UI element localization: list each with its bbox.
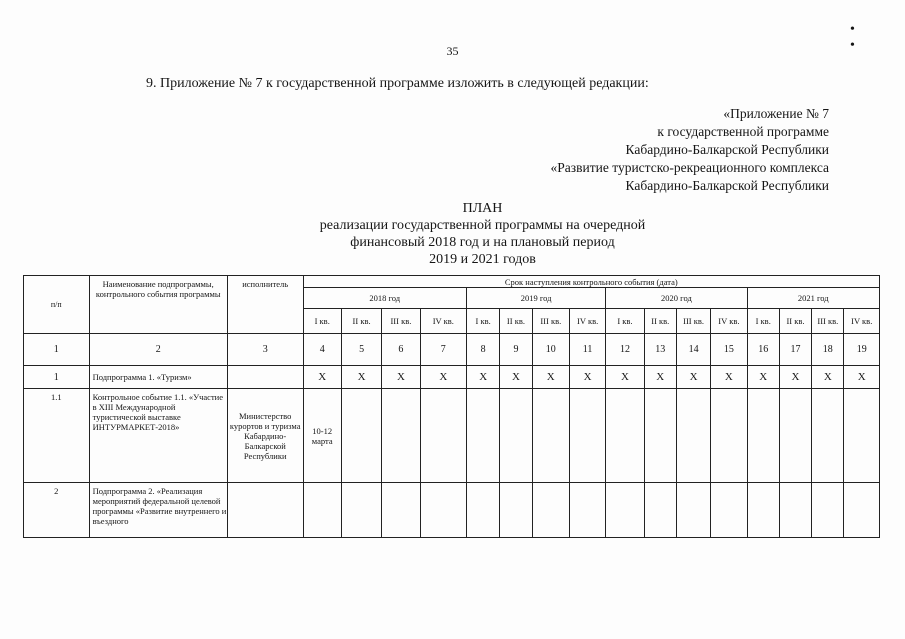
header-quarter: III кв. — [812, 309, 844, 334]
column-number: 18 — [812, 334, 844, 366]
row-cell: Х — [382, 366, 420, 389]
row-cell: Х — [341, 366, 381, 389]
column-number: 17 — [779, 334, 811, 366]
row-cell: 10-12 марта — [303, 389, 341, 483]
row-cell: Х — [779, 366, 811, 389]
corner-marks: • • — [850, 22, 869, 53]
table-row — [24, 389, 880, 483]
row-cell — [341, 389, 381, 483]
column-number: 8 — [467, 334, 500, 366]
row-cell — [779, 483, 811, 538]
row-cell: Х — [569, 366, 605, 389]
header-quarter: III кв. — [532, 309, 569, 334]
header-quarter: IV кв. — [569, 309, 605, 334]
row-cell — [711, 389, 747, 483]
header-quarter: IV кв. — [844, 309, 880, 334]
header-quarter: I кв. — [467, 309, 500, 334]
row-cell: Х — [676, 366, 710, 389]
row-executor — [227, 483, 303, 538]
plan-title-line: реализации государственной программы на очередной — [319, 218, 646, 233]
header-quarter: II кв. — [500, 309, 532, 334]
row-cell — [779, 389, 811, 483]
column-number: 11 — [569, 334, 605, 366]
row-cell — [500, 389, 532, 483]
annex-line: Кабардино-Балкарской Республики — [625, 142, 829, 157]
row-cell — [644, 483, 676, 538]
row-cell — [467, 389, 500, 483]
column-number: 1 — [24, 334, 90, 366]
header-quarter: I кв. — [303, 309, 341, 334]
column-number: 5 — [341, 334, 381, 366]
annex-header — [551, 105, 829, 195]
row-cell — [420, 483, 466, 538]
column-number: 10 — [532, 334, 569, 366]
row-cell: Х — [500, 366, 532, 389]
row-cell: Х — [606, 366, 644, 389]
header-quarter: III кв. — [676, 309, 710, 334]
row-cell — [844, 389, 880, 483]
header-year: 2020 год — [606, 288, 747, 309]
row-cell — [812, 389, 844, 483]
row-cell: Х — [532, 366, 569, 389]
row-cell — [812, 483, 844, 538]
item-9-text: 9. Приложение № 7 к государственной программе изложить в следующей редакции: — [146, 76, 649, 91]
row-cell — [644, 389, 676, 483]
row-number: 1.1 — [24, 389, 90, 483]
column-number: 14 — [676, 334, 710, 366]
column-number: 12 — [606, 334, 644, 366]
row-cell — [382, 483, 420, 538]
column-number: 13 — [644, 334, 676, 366]
header-quarter: II кв. — [779, 309, 811, 334]
row-cell — [606, 483, 644, 538]
column-number: 2 — [89, 334, 227, 366]
row-cell: Х — [303, 366, 341, 389]
row-name: Подпрограмма 2. «Реализация мероприятий федеральной целевой программы «Развитие внутреннего и въездного — [89, 483, 227, 538]
header-deadline: Срок наступления контрольного события (дата) — [303, 276, 879, 288]
header-year: 2018 год — [303, 288, 466, 309]
row-cell — [303, 483, 341, 538]
plan-title-line: 2019 и 2021 годов — [429, 252, 536, 267]
row-cell — [711, 483, 747, 538]
row-cell — [569, 483, 605, 538]
row-cell: Х — [844, 366, 880, 389]
header-quarter: I кв. — [606, 309, 644, 334]
plan-title-line: финансовый 2018 год и на плановый период — [350, 235, 615, 250]
column-number: 9 — [500, 334, 532, 366]
column-number: 19 — [844, 334, 880, 366]
row-cell — [747, 483, 779, 538]
plan-title — [0, 200, 905, 268]
table-row — [24, 483, 880, 538]
row-cell — [676, 389, 710, 483]
row-cell — [500, 483, 532, 538]
column-number: 6 — [382, 334, 420, 366]
table-row — [24, 366, 880, 389]
header-year: 2019 год — [467, 288, 606, 309]
row-cell: Х — [747, 366, 779, 389]
row-cell: Х — [420, 366, 466, 389]
plan-title-line: ПЛАН — [462, 201, 503, 216]
annex-line: Кабардино-Балкарской Республики — [625, 178, 829, 193]
row-cell — [747, 389, 779, 483]
header-year: 2021 год — [747, 288, 879, 309]
header-quarter: IV кв. — [420, 309, 466, 334]
header-quarter: II кв. — [644, 309, 676, 334]
row-name: Подпрограмма 1. «Туризм» — [89, 366, 227, 389]
plan-table — [23, 275, 880, 538]
row-cell: Х — [467, 366, 500, 389]
header-np: п/п — [24, 276, 90, 334]
row-cell: Х — [644, 366, 676, 389]
annex-line: «Приложение № 7 — [723, 106, 829, 121]
row-cell — [341, 483, 381, 538]
row-name: Контрольное событие 1.1. «Участие в XIII Международной туристической выставке ИНТУРМАРКЕТ-2018» — [89, 389, 227, 483]
row-cell — [606, 389, 644, 483]
row-executor — [227, 366, 303, 389]
column-number: 4 — [303, 334, 341, 366]
header-quarter: I кв. — [747, 309, 779, 334]
row-number: 1 — [24, 366, 90, 389]
column-numbers-row — [24, 334, 880, 366]
column-number: 16 — [747, 334, 779, 366]
header-quarter: II кв. — [341, 309, 381, 334]
row-cell — [532, 389, 569, 483]
row-cell: Х — [711, 366, 747, 389]
column-number: 15 — [711, 334, 747, 366]
page-number: 35 — [446, 44, 459, 58]
row-number: 2 — [24, 483, 90, 538]
row-cell — [844, 483, 880, 538]
row-cell — [532, 483, 569, 538]
row-cell — [569, 389, 605, 483]
row-executor: Министерство курортов и туризма Кабардино-Балкарской Республики — [227, 389, 303, 483]
annex-line: «Развитие туристско-рекреационного комплекса — [550, 160, 829, 175]
row-cell — [382, 389, 420, 483]
row-cell — [467, 483, 500, 538]
column-number: 7 — [420, 334, 466, 366]
row-cell — [420, 389, 466, 483]
row-cell — [676, 483, 710, 538]
column-number: 3 — [227, 334, 303, 366]
row-cell: Х — [812, 366, 844, 389]
header-quarter: III кв. — [382, 309, 420, 334]
header-name: Наименование подпрограммы, контрольного события программы — [89, 276, 227, 334]
header-executor: исполнитель — [227, 276, 303, 334]
header-quarter: IV кв. — [711, 309, 747, 334]
annex-line: к государственной программе — [657, 124, 829, 139]
